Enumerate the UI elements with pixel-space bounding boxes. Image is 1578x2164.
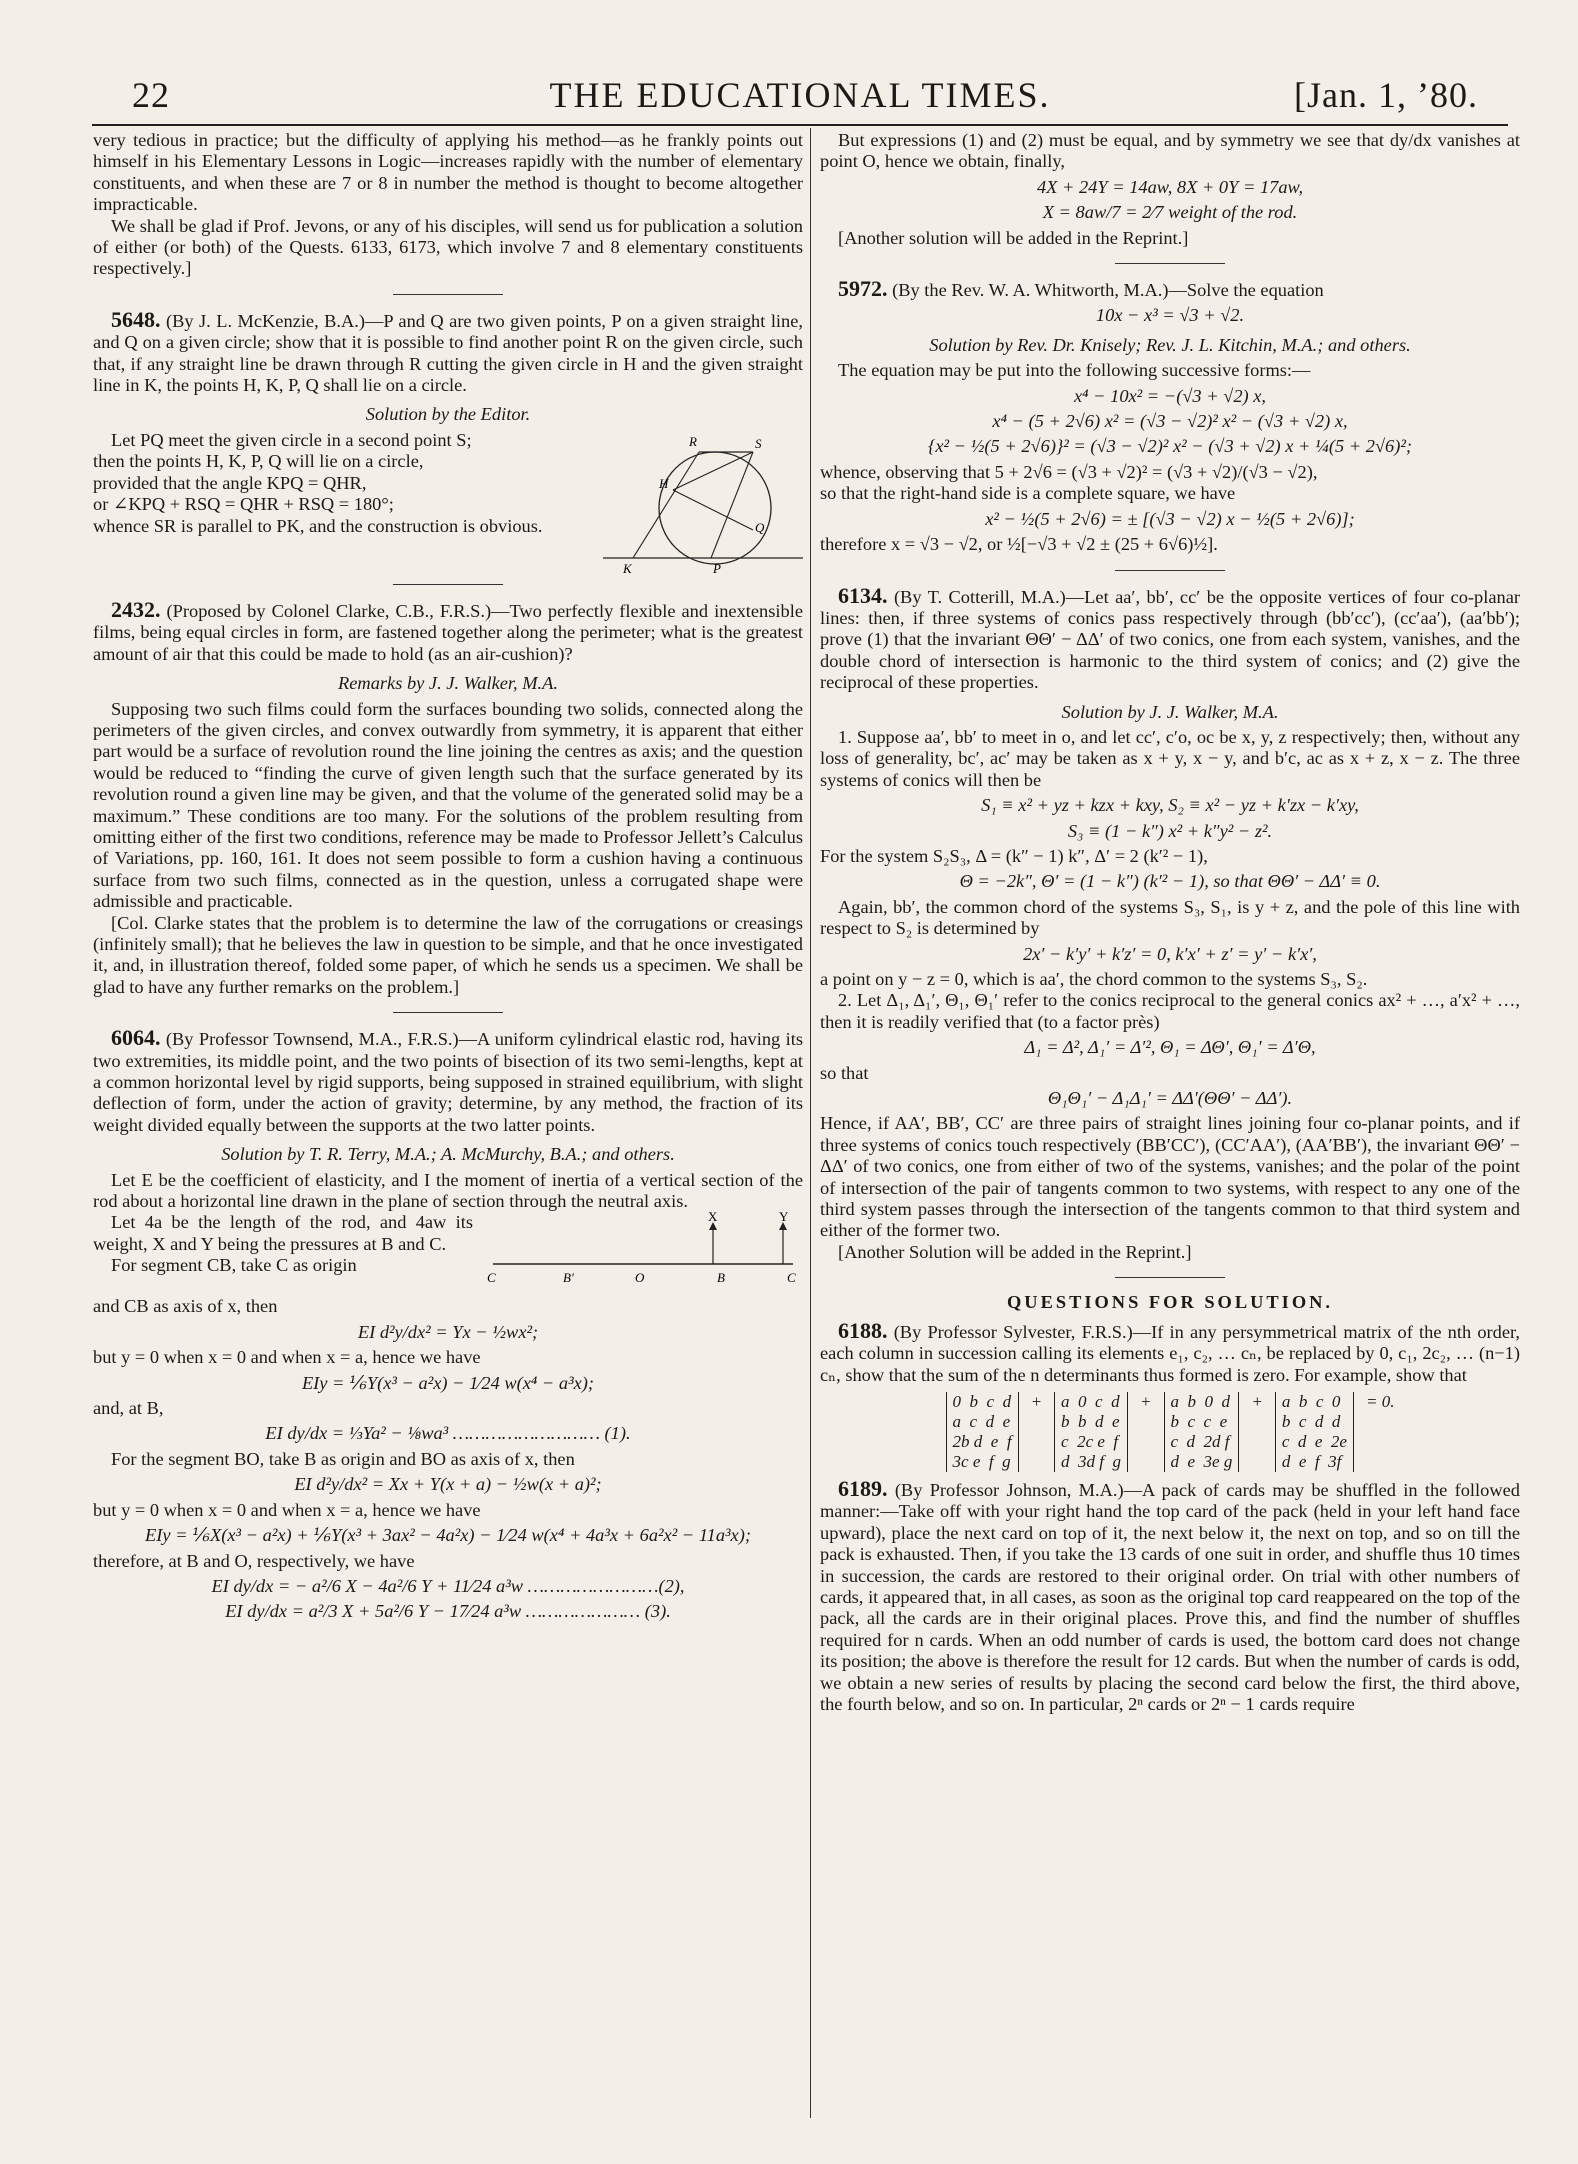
determinant-row: c d 2d f: [1170, 1431, 1230, 1451]
solution-paragraph: and, at B,: [93, 1398, 164, 1419]
solution-paragraph: therefore, at B and O, respectively, we have: [93, 1550, 415, 1571]
right-column: [820, 130, 1520, 1715]
left-column: [93, 130, 803, 1627]
fig-label: H: [659, 475, 669, 491]
equation: S₃ ≡ (1 − k″) x² + k″y² − z².: [1067, 820, 1273, 841]
remarks-heading: Remarks by J. J. Walker, M.A.: [338, 673, 558, 694]
solution-paragraph: Again, bb′, the common chord of the systems S₃, S₁, is y + z, and the pole of this line with respect to S₂ is determined by: [820, 896, 1520, 939]
fig-label: B: [717, 1270, 725, 1286]
question-6188: [820, 1317, 1520, 1472]
solution-paragraph: a point on y − z = 0, which is aa′, the chord common to the systems S₃, S₂.: [820, 969, 1368, 989]
equation: EI dy/dx = ⅓Ya² − ⅛wa³ ……………………… (1).: [265, 1423, 631, 1444]
solution-paragraph: Hence, if AA′, BB′, CC′ are three pairs of straight lines joining four co-planar points, and if three systems of conics touch respectively (BB′CC′), (CC′AA′), (AA′BB′), the invariant ΘΘ′ − ΔΔ′ of two conics, one from either of two of the systems, vanishes; and the polar of the point of intersection of the pair of tangents common to two systems, with respect to any one of the third system passes through the intersection of the tangents common to that third system and either of the former two.: [820, 1113, 1520, 1241]
solution-paragraph: therefore x = √3 − √2, or ½[−√3 + √2 ± (25 + 6√6)½].: [820, 534, 1218, 555]
determinant-row: d e f 3f: [1281, 1451, 1342, 1471]
equation: 10x − x³ = √3 + √2.: [1095, 305, 1245, 326]
question-number: 6188.: [838, 1317, 888, 1343]
equation: 2x′ − k′y′ + k′z′ = 0, k′x′ + z′ = y′ − k′x′,: [1023, 943, 1317, 964]
fig-label: Q: [755, 519, 765, 535]
solution-paragraph: The equation may be put into the following successive forms:—: [838, 360, 1311, 381]
plus-sign: +: [1030, 1391, 1043, 1411]
fig-label: C: [487, 1270, 496, 1286]
section-heading: QUESTIONS FOR SOLUTION.: [1006, 1292, 1334, 1313]
column-divider: [810, 128, 811, 2118]
continued-solution: [820, 130, 1520, 249]
determinant-row: 0 b c d: [952, 1391, 1012, 1411]
editor-note: [Another Solution will be added in the Reprint.]: [838, 1241, 1192, 1262]
editor-note: [Col. Clarke states that the problem is to determine the law of the corrugations or creasings (infinitely small); that he believes the law in question to be simple, and that he once investigated it, and, in illustration thereof, folded some paper, of which he sends us a specimen. We shall be glad to have any further remarks on the problem.]: [93, 912, 803, 997]
equation: x² − ½(5 + 2√6) = ± [(√3 − √2) x − ½(5 + 2√6)];: [985, 508, 1355, 529]
solution-paragraph: but y = 0 when x = 0 and when x = a, hence we have: [93, 1347, 481, 1368]
equation: EI d²y/dx² = Yx − ½wx²;: [357, 1321, 539, 1342]
question-text: (By the Rev. W. A. Whitworth, M.A.)—Solve the equation: [892, 280, 1324, 301]
equation: EIy = ⅙Y(x³ − a²x) − 1⁄24 w(x⁴ − a³x);: [301, 1372, 595, 1393]
solution-heading: Solution by T. R. Terry, M.A.; A. McMurchy, B.A.; and others.: [221, 1144, 675, 1165]
fig-label: Y: [779, 1212, 789, 1225]
equation: x⁴ − 10x² = −(√3 + √2) x,: [1073, 385, 1267, 406]
solution-heading: Solution by Rev. Dr. Knisely; Rev. J. L. Kitchin, M.A.; and others.: [929, 334, 1411, 355]
determinant-row: a b 0 d: [1170, 1391, 1231, 1411]
rod-figure: [483, 1212, 803, 1292]
separator: [1115, 570, 1225, 571]
equation: Θ₁Θ₁′ − Δ₁Δ₁′ = ΔΔ′(ΘΘ′ − ΔΔ′).: [1047, 1088, 1293, 1109]
equation: Δ₁ = Δ², Δ₁′ = Δ′², Θ₁ = ΔΘ′, Θ₁′ = Δ′Θ,: [1024, 1037, 1316, 1058]
solution-paragraph: 2. Let Δ₁, Δ₁′, Θ₁, Θ₁′ refer to the conics reciprocal to the general conics ax² + …, a′x² + …, then it is readily verified that (to a factor près): [820, 990, 1520, 1032]
determinant-row: b c d d: [1281, 1411, 1341, 1431]
solution-paragraph: Let E be the coefficient of elasticity, and I the moment of inertia of a vertical section of the rod about a horizontal line drawn in the plane of section through the neutral axis.: [93, 1169, 803, 1212]
fig-label: O: [635, 1270, 645, 1286]
question-number: 6064.: [111, 1025, 161, 1051]
solution-line: or ∠KPQ + RSQ = QHR + RSQ = 180°;: [93, 494, 394, 515]
intro-paragraph: We shall be glad if Prof. Jevons, or any of his disciples, will send us for publication a solution of either (or both) of the Quests. 6133, 6173, which involve 7 and 8 elementary constituents respectively.]: [93, 215, 803, 279]
determinant-row: 3c e f g: [952, 1451, 1011, 1471]
fig-label: X: [708, 1212, 718, 1225]
equation: S₁ ≡ x² + yz + kzx + kxy, S₂ ≡ x² − yz + k′zx − k′xy,: [981, 795, 1359, 816]
equation: EI dy/dx = − a²/6 X − 4a²/6 Y + 11⁄24 a³w ……………………(2),: [211, 1575, 685, 1596]
determinant-row: b b d e: [1061, 1411, 1120, 1431]
solution-paragraph: For the segment BO, take B as origin and BO as axis of x, then: [111, 1448, 575, 1469]
fig-label: S: [755, 435, 762, 451]
solution-paragraph: whence, observing that 5 + 2√6 = (√3 + √2)² = (√3 + √2)/(√3 − √2),: [820, 461, 1318, 482]
determinant: [1275, 1392, 1354, 1472]
page-header: [92, 74, 1508, 120]
remarks-body: Supposing two such films could form the surfaces bounding two solids, connected along the perimeters of the given circles, and convex outwardly from symmetry, it is apparent that either part would be a surface of revolution round the line joining the centres as axis; and the question would be reduced to “finding the curve of given length such that the surface generated by its revolution round a given line may be given, and that the volume of the generated solid may be a maximum.” These conditions are too many. For the solutions of the problem resulting from omitting either of the first two conditions, reference may be made to Professor Jellett’s Calculus of Variations, pp. 160, 161. It does not seem possible to form a cushion having a continuous surface from two such films, connected as in the question, unless a corrugated shape were admissible and practicable.: [93, 698, 803, 912]
solution-heading: Solution by the Editor.: [365, 404, 531, 425]
solution-line: Let PQ meet the given circle in a second point S;: [111, 429, 472, 450]
separator: [1115, 1277, 1225, 1278]
solution-paragraph: and CB as axis of x, then: [93, 1296, 278, 1317]
solution-line: then the points H, K, P, Q will lie on a circle,: [93, 451, 424, 472]
question-2432: [93, 596, 803, 998]
question-number: 2432.: [111, 596, 161, 622]
determinant-row: d 3d f g: [1061, 1451, 1122, 1471]
solution-line: provided that the angle KPQ = QHR,: [93, 472, 367, 493]
question-number: 5648.: [111, 306, 161, 332]
solution-heading: Solution by J. J. Walker, M.A.: [1061, 701, 1279, 722]
determinant-sum: [820, 1392, 1520, 1472]
question-text: (By Professor Townsend, M.A., F.R.S.)—A uniform cylindrical elastic rod, having its two extremities, its middle point, and the two points of bisection of its two semi-lengths, kept at a common horizontal level by rigid supports, being supposed in strained equilibrium, with slight deflection of form, under the action of gravity; determine, by any method, the fraction of its weight divided equally between the supports at the two latter points.: [93, 1029, 803, 1135]
equation: EI dy/dx = a²/3 X + 5a²/6 Y − 17⁄24 a³w ………………… (3).: [225, 1601, 671, 1622]
solution-paragraph: 1. Suppose aa′, bb′ to meet in o, and let cc′, c′o, oc be x, y, z respectively; then, without any loss of generality, bc′, ac′ may be taken as x + y, x − y, and b′c, ac as x + z, x − z. The three systems of conics will then be: [820, 726, 1520, 790]
determinant-row: b c c e: [1170, 1411, 1228, 1431]
equation: EI d²y/dx² = Xx + Y(x + a) − ½w(x + a)²;: [294, 1474, 602, 1495]
equation: Θ = −2k″, Θ′ = (1 − k″) (k′² − 1), so that ΘΘ′ − ΔΔ′ ≡ 0.: [959, 871, 1381, 892]
determinant-row: c d e 2e: [1281, 1431, 1347, 1451]
determinant-row: d e 3e g: [1170, 1451, 1233, 1471]
solution-paragraph: But expressions (1) and (2) must be equal, and by symmetry we see that dy/dx vanishes at point O, hence we obtain, finally,: [820, 130, 1520, 172]
equation: x⁴ − (5 + 2√6) x² = (√3 − √2)² x² − (√3 + √2) x,: [992, 411, 1348, 432]
question-number: 5972.: [838, 276, 888, 302]
determinant-row: a 0 c d: [1061, 1391, 1120, 1411]
solution-paragraph: For segment CB, take C as origin: [111, 1255, 357, 1276]
intro-paragraph: very tedious in practice; but the difficulty of applying his method—as he frankly points out himself in his Elementary Lessons in Logic—increases rapidly with the number of elementary constituents, and when these are 7 or 8 in number the method is thought to become altogether impracticable.: [93, 130, 803, 215]
solution-line: whence SR is parallel to PK, and the construction is obvious.: [93, 515, 543, 536]
separator: [393, 584, 503, 585]
result-sign: = 0.: [1365, 1391, 1395, 1411]
solution-paragraph: but y = 0 when x = 0 and when x = a, hence we have: [93, 1499, 481, 1520]
question-number: 6134.: [838, 582, 888, 608]
solution-paragraph: For the system S₂S₃, Δ = (k″ − 1) k″, Δ′ = 2 (k′² − 1),: [820, 845, 1208, 866]
editor-note: [Another solution will be added in the Reprint.]: [838, 227, 1189, 248]
determinant: [946, 1392, 1019, 1472]
fig-label: K: [623, 560, 632, 576]
question-5648: [93, 306, 803, 576]
equation: 4X + 24Y = 14aw, 8X + 0Y = 17aw,: [1036, 176, 1304, 197]
determinant-row: c 2c e f: [1061, 1431, 1119, 1451]
plus-sign: +: [1140, 1391, 1152, 1411]
determinant-row: 2b d e f: [952, 1431, 1012, 1451]
separator: [393, 294, 503, 295]
determinant: [1054, 1392, 1128, 1472]
fig-label: B′: [563, 1270, 574, 1286]
equation: EIy = ⅙X(x³ − a²x) + ⅙Y(x³ + 3ax² − 4a²x) − 1⁄24 w(x⁴ + 4a³x + 6a²x² − 11a³x);: [145, 1525, 751, 1546]
circle-figure: [603, 430, 803, 580]
question-5972: [820, 278, 1520, 555]
separator: [393, 1012, 503, 1013]
page-number: 22: [132, 75, 170, 115]
question-text: (By T. Cotterill, M.A.)—Let aa′, bb′, cc′ be the opposite vertices of four co-planar lines: then, if three systems of conics pass respectively through (bb′cc′), (cc′aa′), (aa′bb′); prove (1) that the invariant ΘΘ′ − ΔΔ′ of two conics, one from each system, vanishes, and the double chord of intersection is harmonic to the third system of conics; and (2) give the reciprocal of these properties.: [820, 586, 1520, 693]
question-6064: [93, 1027, 803, 1623]
question-6189: [820, 1475, 1520, 1715]
fig-label: C: [787, 1270, 796, 1286]
determinant-row: a c d e: [952, 1411, 1011, 1431]
solution-paragraph: so that: [820, 1062, 869, 1083]
issue-date: [Jan. 1, ’80.: [1294, 75, 1478, 115]
fig-label: R: [689, 433, 697, 449]
question-text: (By Professor Johnson, M.A.)—A pack of cards may be shuffled in the followed manner:—Take off with your right hand the top card of the pack (held in your left hand face upward), place the next card on top of it, the next below it, the next on top, and so on till the pack is exhausted. Then, if you take the 13 cards of one suit in order, and shuffle thus 10 times in succession, the cards are restored to their original order. On trial with other numbers of cards, it appeared that, in all cases, as soon as the original top card reappeared on the top of the pack, all the cards are in their original places. Prove this, and find the number of shuffles required for n cards. When an odd number of cards is used, the bottom card does not change its position; the above is therefore the result for 12 cards. But when the number of cards is odd, we obtain a new series of results by placing the second card below the first, the third above, the fourth below, and so on. In particular, 2ⁿ cards or 2ⁿ − 1 cards require: [820, 1479, 1520, 1714]
question-text: (By J. L. McKenzie, B.A.)—P and Q are two given points, P on a given straight line, and Q on a given circle; show that it is possible to find another point R on the given circle, such that, if any straight line be drawn through R cutting the given circle in H and the given straight line in K, the points H, K, P, Q shall lie on a circle.: [93, 310, 803, 396]
solution-paragraph: so that the right-hand side is a complete square, we have: [820, 483, 1236, 504]
journal-title: THE EDUCATIONAL TIMES.: [549, 75, 1051, 115]
question-text: (By Professor Sylvester, F.R.S.)—If in any persymmetrical matrix of the nth order, each column in succession calling its elements e₁, c₂, … cₙ, be replaced by 0, c₁, 2c₂, … (n−1) cₙ, show that the sum of the n determinants thus formed is zero. For example, show that: [820, 1321, 1520, 1385]
equation: X = 8aw/7 = 2⁄7 weight of the rod.: [1042, 202, 1298, 223]
equation: {x² − ½(5 + 2√6)}² = (√3 − √2)² x² − (√3 + √2) x + ¼(5 + 2√6)²;: [927, 436, 1413, 457]
determinant-row: a b c 0: [1281, 1391, 1341, 1411]
header-rule: [92, 124, 1508, 126]
question-6134: [820, 582, 1520, 1264]
question-number: 6189.: [838, 1475, 888, 1501]
separator: [1115, 263, 1225, 264]
question-text: (Proposed by Colonel Clarke, C.B., F.R.S.)—Two perfectly flexible and inextensible films, being equal circles in form, are fastened together along the perimeter; what is the greatest amount of air that this could be made to hold (as an air-cushion)?: [93, 600, 803, 664]
determinant: [1164, 1392, 1240, 1472]
fig-label: P: [713, 560, 721, 576]
plus-sign: +: [1251, 1391, 1263, 1411]
solution-paragraph: Let 4a be the length of the rod, and 4aw its weight, X and Y being the pressures at B and C.: [93, 1212, 473, 1254]
